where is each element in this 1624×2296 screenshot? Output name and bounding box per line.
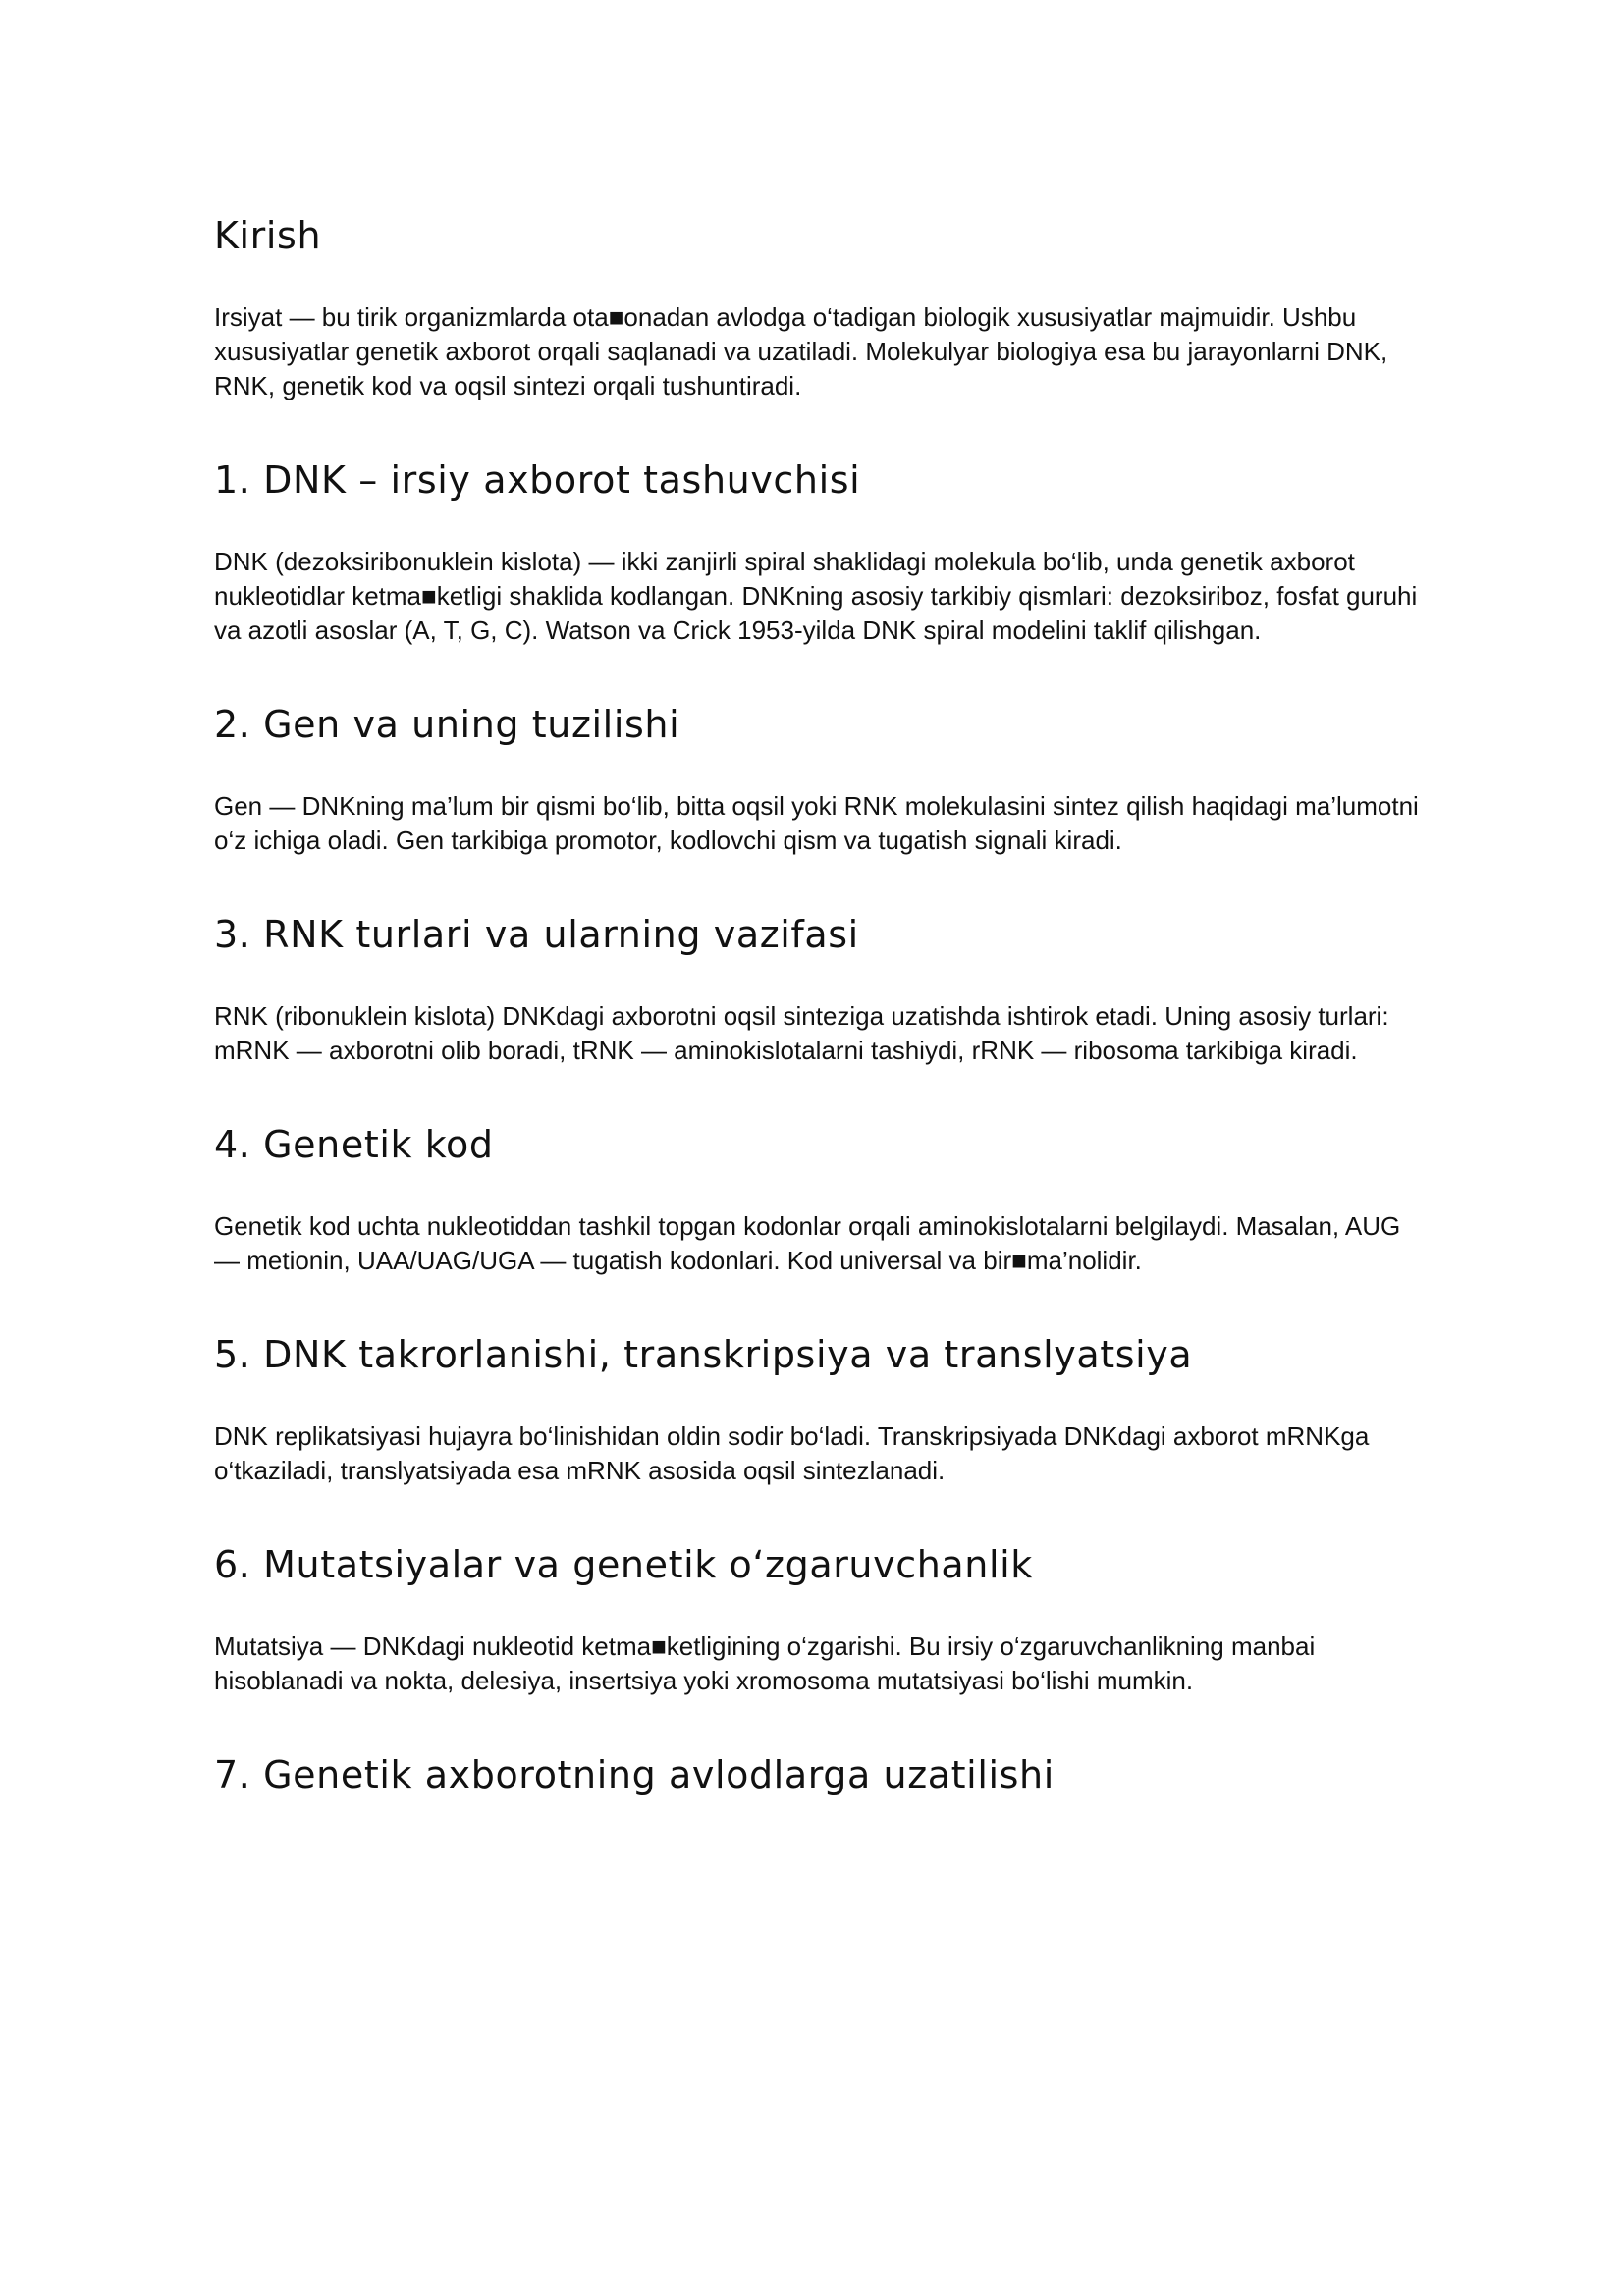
section-2 <box>214 701 1432 858</box>
section-paragraph-4: Genetik kod uchta nukleotiddan tashkil topgan kodonlar orqali aminokislotalarni belgilaydi. Masalan, AUG — metionin, UAA/UAG/UGA — tugatish kodonlari. Kod universal va bir■ma’nolidir. <box>214 1211 1401 1275</box>
section-heading-5: 5. DNK takrorlanishi, transkripsiya va translyatsiya <box>214 1333 1193 1376</box>
section-heading-6: 6. Mutatsiyalar va genetik o‘zgaruvchanlik <box>214 1543 1033 1586</box>
section-heading-intro: Kirish <box>214 214 322 257</box>
section-heading-3: 3. RNK turlari va ularning vazifasi <box>214 913 859 956</box>
section-paragraph-1: DNK (dezoksiribonuklein kislota) — ikki zanjirli spiral shaklidagi molekula bo‘lib, unda genetik axborot nukleotidlar ketma■ketligi shaklida kodlangan. DNKning asosiy tarkibiy qismlari: dezoksiriboz, fosfat guruhi va azotli asoslar (A, T, G, C). Watson va Crick 1953-yilda DNK spiral modelini taklif qilishgan. <box>214 547 1418 645</box>
section-heading-7: 7. Genetik axborotning avlodlarga uzatilishi <box>214 1753 1055 1796</box>
section-5 <box>214 1331 1432 1488</box>
section-heading-2: 2. Gen va uning tuzilishi <box>214 703 680 746</box>
section-intro <box>214 212 1432 403</box>
section-7 <box>214 1751 1432 1798</box>
section-3 <box>214 911 1432 1068</box>
section-heading-1: 1. DNK – irsiy axborot tashuvchisi <box>214 458 861 502</box>
section-paragraph-2: Gen — DNKning ma’lum bir qismi bo‘lib, bitta oqsil yoki RNK molekulasini sintez qilish haqidagi ma’lumotni o‘z ichiga oladi. Gen tarkibiga promotor, kodlovchi qism va tugatish signali kiradi. <box>214 791 1419 855</box>
section-6 <box>214 1541 1432 1698</box>
section-1 <box>214 456 1432 648</box>
section-paragraph-3: RNK (ribonuklein kislota) DNKdagi axborotni oqsil sinteziga uzatishda ishtirok etadi. Uning asosiy turlari: mRNK — axborotni olib boradi, tRNK — aminokislotalarni tashiydi, rRNK — ribosoma tarkibiga kiradi. <box>214 1001 1389 1065</box>
section-paragraph-6: Mutatsiya — DNKdagi nukleotid ketma■ketligining o‘zgarishi. Bu irsiy o‘zgaruvchanlikning manbai hisoblanadi va nokta, delesiya, insertsiya yoki xromosoma mutatsiyasi bo‘lishi mumkin. <box>214 1631 1316 1695</box>
section-paragraph-intro: Irsiyat — bu tirik organizmlarda ota■onadan avlodga o‘tadigan biologik xususiyatlar majmuidir. Ushbu xususiyatlar genetik axborot orqali saqlanadi va uzatiladi. Molekulyar biologiya esa bu jarayonlarni DNK, RNK, genetik kod va oqsil sintezi orqali tushuntiradi. <box>214 302 1388 400</box>
section-4 <box>214 1121 1432 1278</box>
document-body <box>214 212 1432 1840</box>
section-paragraph-5: DNK replikatsiyasi hujayra bo‘linishidan oldin sodir bo‘ladi. Transkripsiyada DNKdagi axborot mRNKga o‘tkaziladi, translyatsiyada esa mRNK asosida oqsil sintezlanadi. <box>214 1421 1370 1485</box>
section-heading-4: 4. Genetik kod <box>214 1123 494 1166</box>
